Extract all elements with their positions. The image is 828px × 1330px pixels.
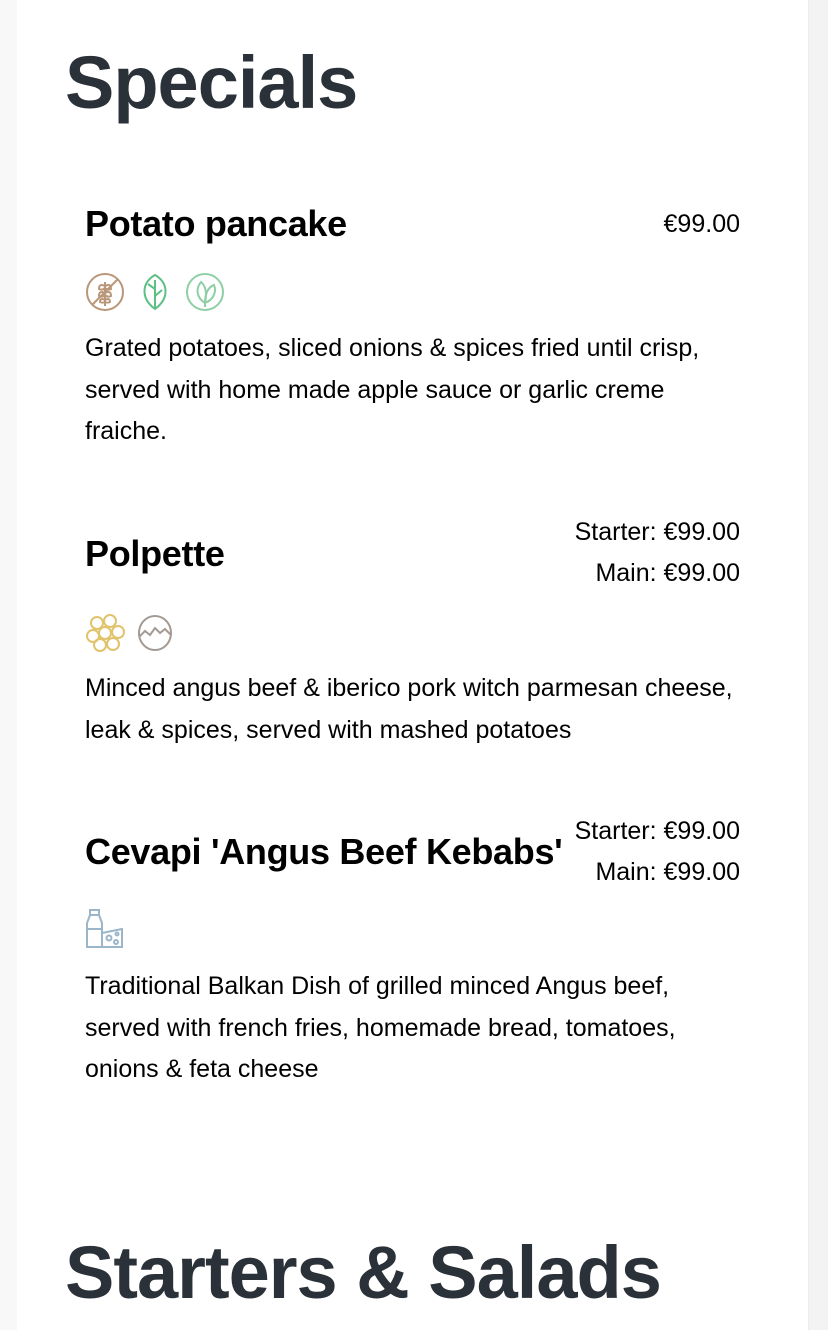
dairy-icon (85, 909, 125, 949)
allergen-icons (85, 272, 225, 312)
scrollbar-track[interactable] (809, 0, 828, 1330)
vegetarian-icon (135, 272, 175, 312)
section-title-starters-salads: Starters & Salads (65, 1231, 661, 1314)
menu-page (17, 0, 809, 1330)
section-title-specials: Specials (65, 41, 358, 124)
item-price: €99.00 (663, 210, 740, 238)
item-description: Traditional Balkan Dish of grilled minced Angus beef, served with french fries, homemade bread, tomatoes, onions & feta cheese (85, 972, 676, 1083)
item-name: Potato pancake (85, 203, 347, 244)
item-name: Polpette (85, 533, 225, 574)
item-description: Minced angus beef & iberico pork witch parmesan cheese, leak & spices, served with mashed potatoes (85, 674, 733, 744)
mustard-icon (85, 612, 125, 652)
item-price-main: Main: €99.00 (595, 858, 740, 886)
allergen-icons (85, 612, 175, 652)
item-description: Grated potatoes, sliced onions & spices fried until crisp, served with home made apple sauce or garlic creme fraiche. (85, 334, 700, 445)
allergen-icons (85, 909, 125, 949)
egg-icon (135, 612, 175, 652)
item-price-starter: Starter: €99.00 (574, 518, 740, 546)
vegan-icon (185, 272, 225, 312)
item-price-main: Main: €99.00 (595, 559, 740, 587)
item-name: Cevapi 'Angus Beef Kebabs' (85, 831, 563, 872)
item-price-starter: Starter: €99.00 (574, 817, 740, 845)
gluten-free-icon (85, 272, 125, 312)
